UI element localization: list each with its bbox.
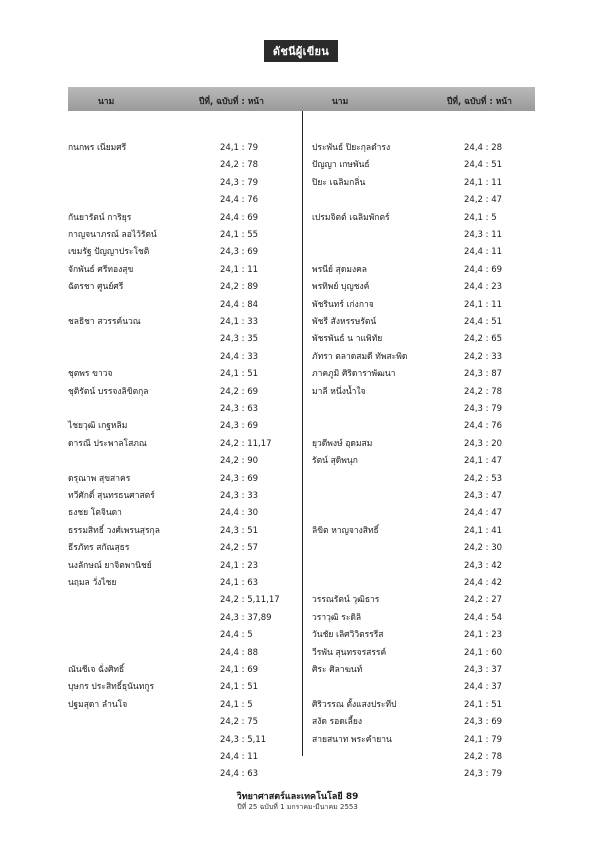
author-name-right: พัชรินทร์ เก่งกาจ: [312, 299, 374, 310]
page-ref-left: 24,2 : 69: [220, 386, 259, 397]
page-ref-right: 24,3 : 11: [464, 230, 503, 240]
author-name-right: พัชรพันธ์ น าแพิทัย: [312, 334, 383, 345]
page-ref-right: 24,3 : 79: [464, 769, 503, 780]
page-ref-right: 24,4 : 37: [464, 682, 503, 693]
page-ref-left: 24,4 : 5: [220, 630, 253, 641]
page-ref-right: 24,2 : 30: [464, 543, 503, 554]
page-ref-left: 24,3 : 69: [220, 247, 259, 258]
page-ref-left: 24,2 : 11,17: [220, 438, 272, 449]
page-ref-right: 24,3 : 47: [464, 491, 503, 501]
author-name-left: บุษกร ประสิทธิ์ธุนันทกูร: [68, 682, 155, 693]
page-ref-left: 24,3 : 33: [220, 491, 259, 501]
page-ref-left: 24,3 : 69: [220, 473, 259, 484]
page-ref-left: 24,1 : 51: [220, 369, 259, 380]
page-ref-right: 24,4 : 23: [464, 282, 503, 293]
table-row: [0, 314, 595, 331]
page-ref-right: 24,2 : 78: [464, 752, 503, 762]
table-row: [0, 157, 595, 174]
page-ref-right: 24,1 : 41: [464, 525, 503, 536]
page-ref-right: 24,1 : 11: [464, 177, 503, 188]
page-ref-left: 24,2 : 78: [220, 160, 259, 171]
page-ref-right: 24,1 : 79: [464, 734, 503, 745]
page-ref-left: 24,1 : 51: [220, 682, 259, 693]
page-ref-left: 24,3 : 35: [220, 334, 259, 345]
page-ref-left: 24,3 : 79: [220, 177, 259, 188]
header-name-right: นาม: [332, 97, 349, 107]
table-row: [0, 331, 595, 348]
table-row: [0, 453, 595, 470]
page-ref-left: 24,1 : 33: [220, 317, 259, 327]
page-ref-left: 24,1 : 63: [220, 578, 259, 588]
author-name-right: รัตน์ สุดิพนุก: [312, 456, 358, 467]
page-ref-left: 24,3 : 69: [220, 421, 259, 432]
author-name-right: วีรพัน สุนทรจรสรรค์: [312, 647, 387, 658]
page-ref-right: 24,4 : 28: [464, 143, 503, 153]
table-row: [0, 384, 595, 401]
author-name-left: ชุติรัตน์ บรรจงลิขิตกุล: [68, 386, 149, 397]
author-name-right: ศิริวรรณ ตั้งแสงประทีป: [312, 699, 397, 710]
table-row: [0, 610, 595, 627]
page-ref-left: 24,4 : 30: [220, 508, 259, 519]
author-name-left: ปฐมสุดา ลำนโจ: [68, 699, 128, 710]
table-row: [0, 192, 595, 209]
page-ref-right: 24,4 : 11: [464, 247, 503, 258]
table-row: [0, 749, 595, 766]
author-name-right: พรทิพย์ บุญชงค์: [312, 282, 370, 293]
author-name-right: ปิยะ เฉลิมกลิ่น: [312, 177, 366, 188]
footer-journal: วิทยาศาสตร์และเทคโนโลยี 89: [236, 792, 359, 802]
page-ref-right: 24,3 : 20: [464, 438, 503, 449]
author-name-left: กนกพร เนียมศรี: [68, 143, 127, 153]
table-row: [0, 297, 595, 314]
author-name-right: ศิระ ศิลาฆนท์: [312, 665, 363, 675]
author-name-right: สงัด รอดเลี้ยง: [312, 717, 362, 728]
table-row: [0, 244, 595, 261]
table-row: [0, 766, 595, 783]
table-row: [0, 436, 595, 453]
page-ref-right: 24,4 : 51: [464, 317, 503, 327]
page-ref-left: 24,3 : 63: [220, 404, 259, 414]
page-ref-left: 24,1 : 79: [220, 143, 259, 153]
author-name-right: มาลี หนึ่งน้ำใจ: [312, 386, 366, 397]
author-name-left: ดารณี ประพาลโสภณ: [68, 438, 147, 449]
page-ref-right: 24,4 : 47: [464, 508, 503, 519]
author-name-left: ณันชีเจ ฉั่งศิทธิ์: [68, 665, 125, 675]
page-ref-right: 24,3 : 87: [464, 369, 503, 380]
table-row: [0, 418, 595, 435]
page-ref-right: 24,4 : 76: [464, 421, 503, 432]
page-ref-left: 24,1 : 5: [220, 699, 253, 710]
author-name-left: ชุตพร ขาวจ: [68, 369, 113, 380]
author-name-left: ธงชย โตจินดา: [68, 508, 122, 519]
table-row: [0, 279, 595, 296]
author-name-left: ฉัตรชา ศูนย์ศรี: [68, 282, 124, 293]
author-name-left: ธรรมสิทธิ์ วงศ์เพรนสุรกุล: [68, 525, 160, 536]
table-row: [0, 645, 595, 662]
page-ref-right: 24,1 : 11: [464, 299, 503, 310]
author-name-right: วราวุฒิ ระดิลิ: [312, 612, 362, 623]
table-row: [0, 732, 595, 749]
author-name-right: วันชัย เลิศวิวิตรรรีส: [312, 630, 384, 641]
author-name-left: ไชยวุฒิ เกฐหลิม: [68, 421, 128, 432]
page-ref-left: 24,4 : 76: [220, 195, 259, 206]
page-ref-right: 24,1 : 60: [464, 647, 503, 658]
page-ref-left: 24,2 : 5,11,17: [220, 595, 280, 606]
table-row: [0, 627, 595, 644]
page-ref-right: 24,4 : 54: [464, 612, 503, 623]
page-ref-left: 24,2 : 90: [220, 456, 259, 467]
page-ref-left: 24,4 : 88: [220, 647, 259, 658]
page-ref-right: 24,2 : 33: [464, 351, 503, 362]
page-ref-left: 24,2 : 75: [220, 717, 259, 728]
page-ref-right: 24,3 : 42: [464, 560, 503, 571]
author-name-left: นงลักษณ์ ยาจิตพานิชย์: [68, 560, 152, 571]
page-ref-right: 24,3 : 37: [464, 665, 503, 675]
table-row: [0, 401, 595, 418]
table-row: [0, 697, 595, 714]
author-name-right: สายสนาท พระคำยาน: [312, 734, 392, 745]
page-ref-left: 24,1 : 55: [220, 230, 259, 240]
author-name-left: จักพันธ์ ศรีทองสุข: [68, 264, 134, 275]
page-ref-left: 24,2 : 57: [220, 543, 259, 554]
page-ref-left: 24,4 : 84: [220, 299, 259, 310]
author-name-left: นฤมล วั่งไชย: [68, 578, 117, 588]
table-row: [0, 540, 595, 557]
page-ref-left: 24,1 : 69: [220, 665, 259, 675]
page-ref-right: 24,2 : 27: [464, 595, 503, 606]
page-ref-right: 24,1 : 47: [464, 456, 503, 467]
author-name-right: วรรณรัตน์ วุฒิธาร: [312, 595, 380, 606]
page-ref-left: 24,4 : 33: [220, 351, 259, 362]
page-ref-left: 24,2 : 89: [220, 282, 259, 293]
author-name-left: ธีรภัทร สกัณสุธร: [68, 543, 130, 554]
page-ref-right: 24,3 : 69: [464, 717, 503, 728]
author-name-right: ปัญญา เกษพันธ์: [312, 160, 370, 171]
page-ref-left: 24,3 : 5,11: [220, 734, 267, 745]
author-name-right: เปรมจิตต์ เฉลิมพักตร์: [312, 212, 390, 223]
page-ref-right: 24,2 : 65: [464, 334, 503, 345]
page-ref-right: 24,1 : 5: [464, 212, 497, 223]
page-ref-left: 24,4 : 11: [220, 752, 259, 762]
author-name-right: พัชรี สังหรรษรัตน์: [312, 317, 377, 327]
author-name-left: ทวีศักดิ์ สุนทรธนศาสตร์: [68, 491, 155, 501]
table-row: [0, 210, 595, 227]
page-ref-right: 24,4 : 51: [464, 160, 503, 171]
page-ref-right: 24,1 : 51: [464, 699, 503, 710]
table-row: [0, 505, 595, 522]
table-row: [0, 262, 595, 279]
page-ref-left: 24,4 : 63: [220, 769, 259, 780]
page-ref-right: 24,2 : 47: [464, 195, 503, 206]
author-name-left: กันยารัตน์ การิยุร: [68, 212, 132, 223]
author-name-left: กาญจนาภรณ์ ลอไว้รัตน์: [68, 230, 157, 240]
page-ref-right: 24,4 : 42: [464, 578, 503, 588]
table-row: [0, 175, 595, 192]
table-row: [0, 488, 595, 505]
page-ref-right: 24,1 : 23: [464, 630, 503, 641]
table-row: [0, 575, 595, 592]
author-name-right: ภัทรา ตลาดสมดี ทัพสะพิด: [312, 351, 408, 362]
page-ref-right: 24,4 : 69: [464, 264, 503, 275]
page-ref-left: 24,3 : 37,89: [220, 612, 272, 623]
page-ref-left: 24,3 : 51: [220, 525, 259, 536]
page-ref-left: 24,4 : 69: [220, 212, 259, 223]
page-ref-left: 24,1 : 23: [220, 560, 259, 571]
author-name-left: เขมรัฐ ปัญญาประโชติ: [68, 247, 150, 258]
table-row: [0, 140, 595, 157]
page-ref-right: 24,2 : 78: [464, 386, 503, 397]
author-name-right: ยุวดีพงษ์ อุดมสม: [312, 438, 373, 449]
author-name-left: ดรุณาพ สุขสาคร: [68, 473, 131, 484]
table-row: [0, 558, 595, 575]
table-row: [0, 662, 595, 679]
table-row: [0, 227, 595, 244]
header-ref-right: ปีที่, ฉบับที่ : หน้า: [447, 97, 512, 107]
table-row: [0, 714, 595, 731]
footer-issue: ปีที่ 25 ฉบับที่ 1 มกราคม-มีนาคม 2553: [237, 803, 358, 811]
table-row: [0, 366, 595, 383]
author-name-right: ลิขิต หาญจางสิทธิ์: [312, 525, 379, 536]
page-ref-right: 24,2 : 53: [464, 473, 503, 484]
header-ref-left: ปีที่, ฉบับที่ : หน้า: [199, 97, 264, 107]
header-name-left: นาม: [98, 97, 115, 107]
page-ref-right: 24,3 : 79: [464, 404, 503, 414]
page-title: ดัชนีผู้เขียน: [264, 40, 338, 62]
author-name-right: ประพันธ์ ปิยะกุลดำรง: [312, 143, 391, 153]
table-row: [0, 349, 595, 366]
author-name-right: ภาคภูมิ ศิริดาราพัฒนา: [312, 369, 396, 380]
table-row: [0, 592, 595, 609]
page-ref-left: 24,1 : 11: [220, 264, 259, 275]
table-row: [0, 523, 595, 540]
table-row: [0, 679, 595, 696]
table-row: [0, 471, 595, 488]
author-name-right: พรนีย์ สุดมงคล: [312, 264, 368, 275]
author-name-left: ชลธิชา สวรรค์นวณ: [68, 317, 141, 327]
